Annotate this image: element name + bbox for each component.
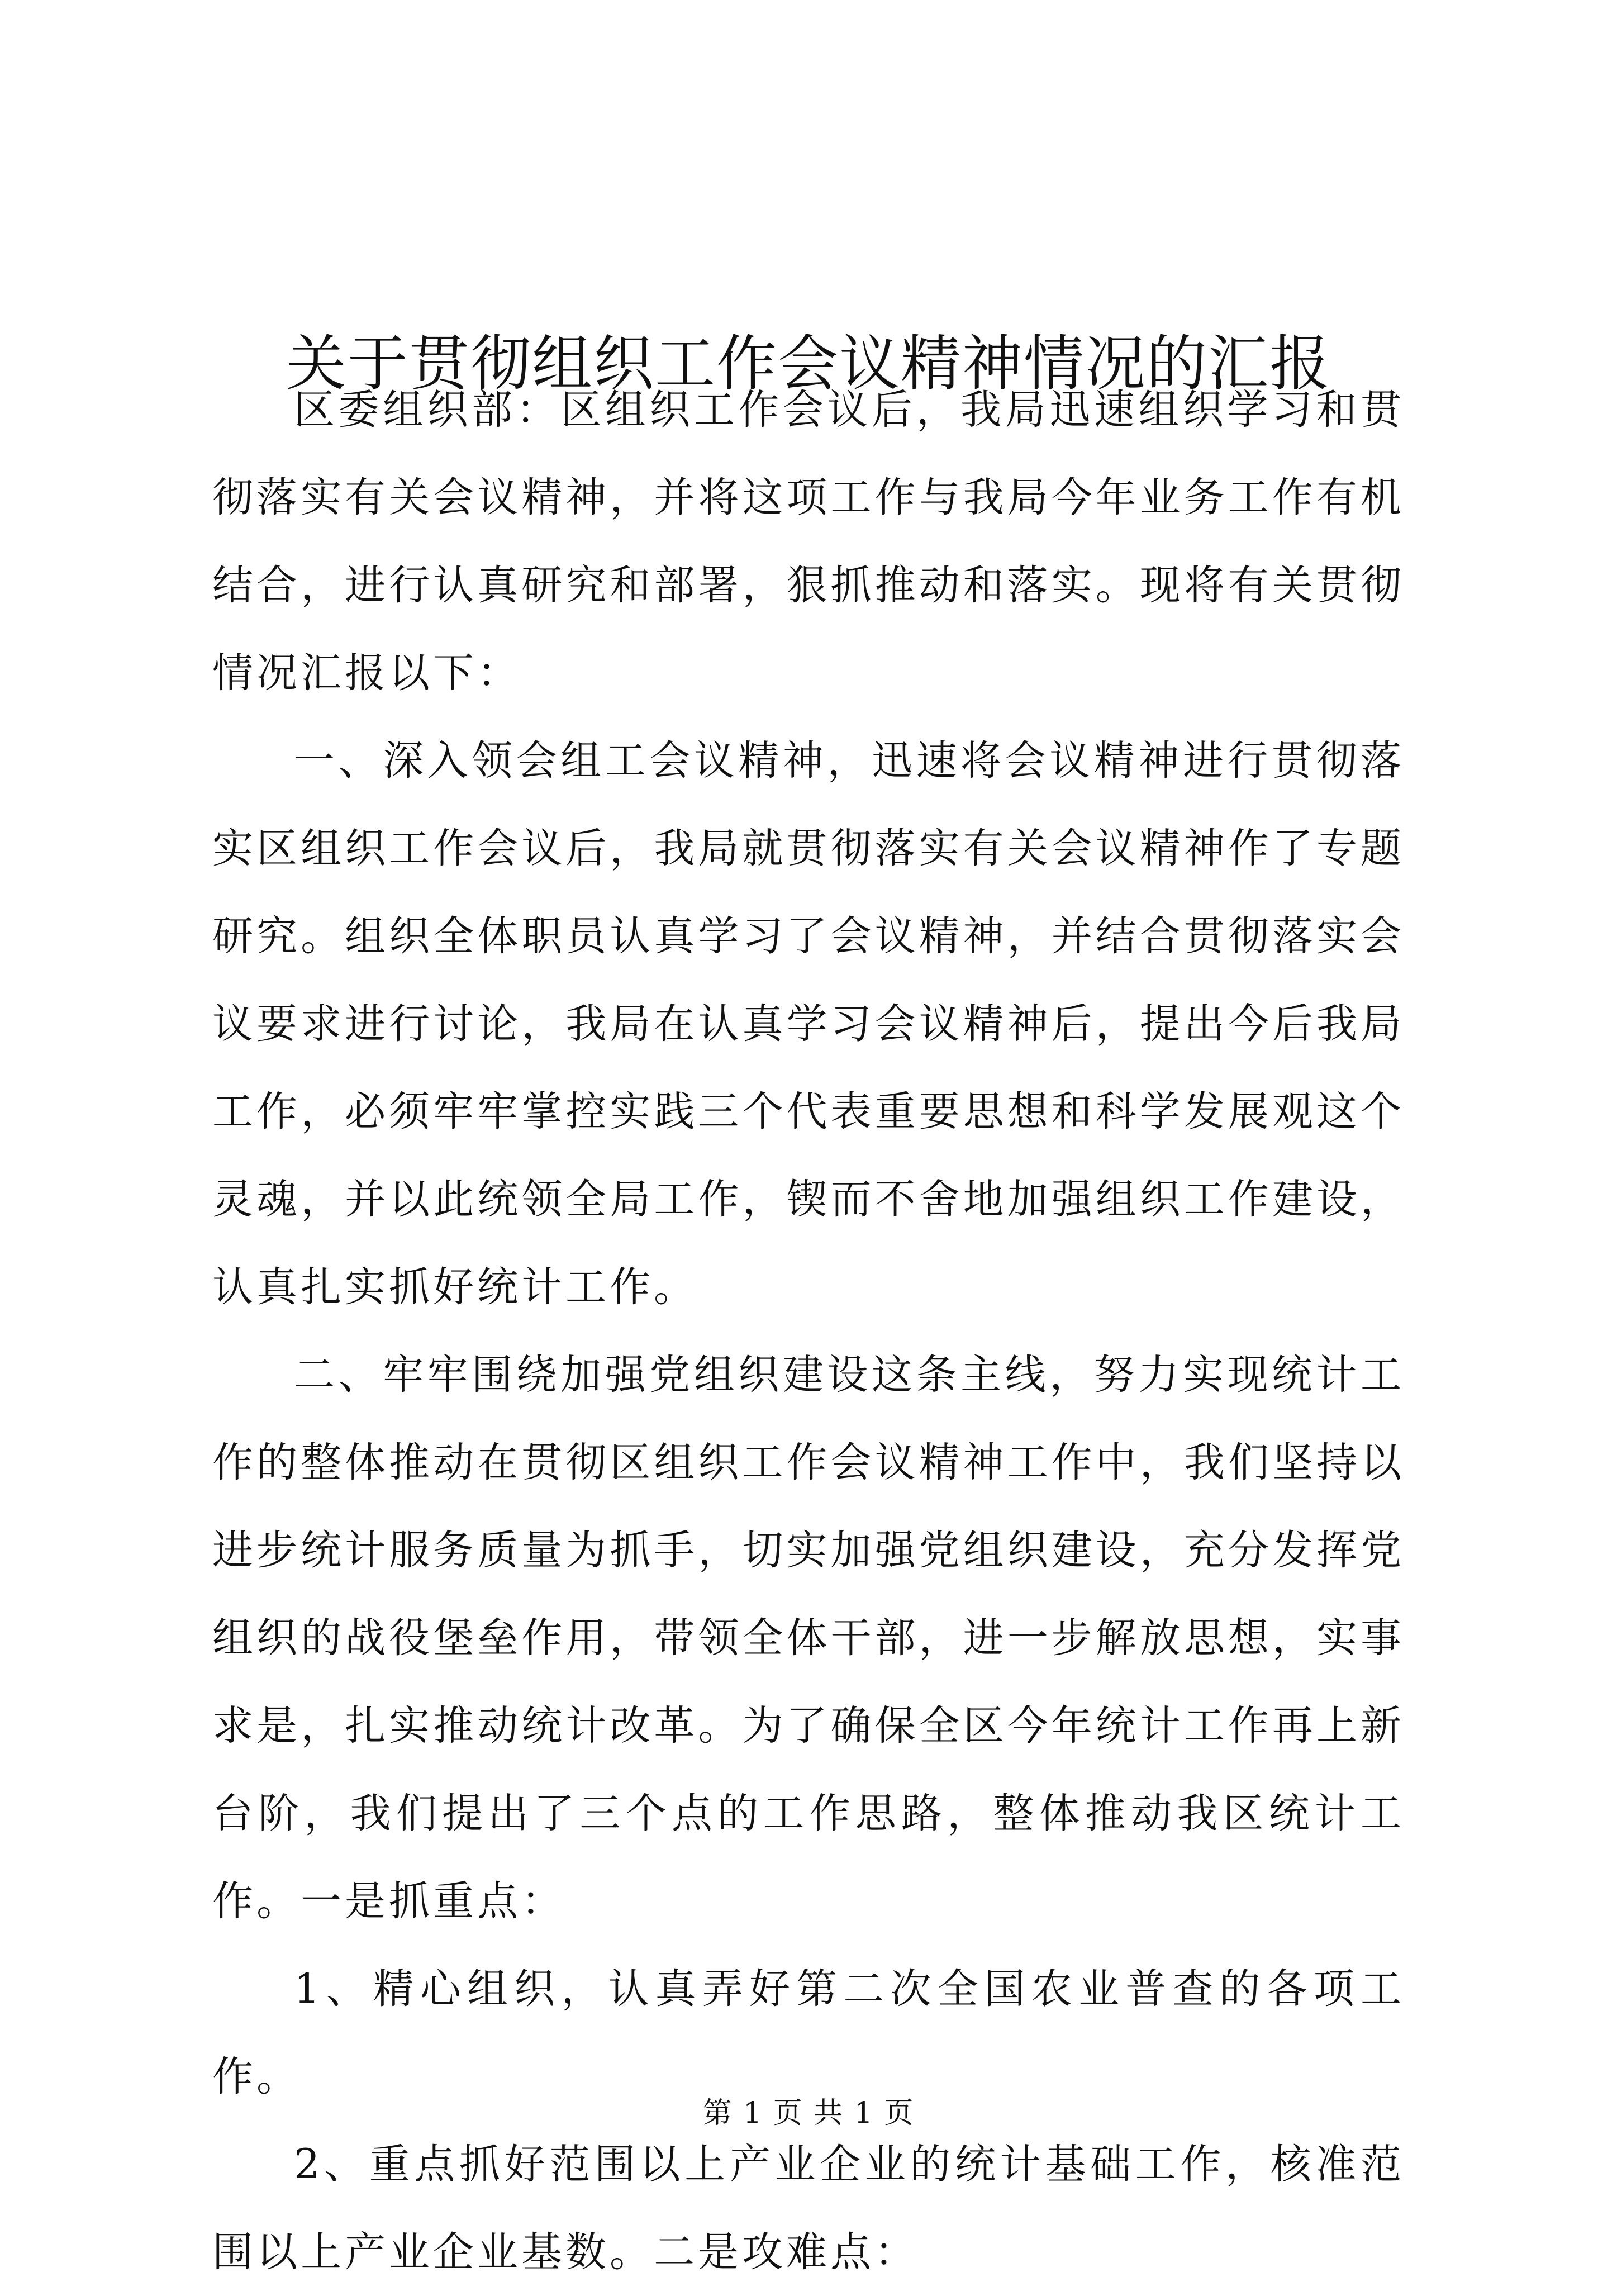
paragraph-intro: 区委组织部：区组织工作会议后，我局迅速组织学习和贯彻落实有关会议精神，并将这项工作与我局今年业务工作有机结合，进行认真研究和部署，狠抓推动和落实。现将有关贯彻情况汇报以下： [212, 386, 1405, 697]
paragraph-section-2: 二、牢牢围绕加强党组织建设这条主线，努力实现统计工作的整体推动在贯彻区组织工作会议精神工作中，我们坚持以进步统计服务质量为抓手，切实加强党组织建设，充分发挥党组织的战役堡垒作用，带领全体干部，进一步解放思想，实事求是，扎实推动统计改革。为了确保全区今年统计工作再上新台阶，我们提出了三个点的工作思路，整体推动我区统计工作。一是抓重点： [212, 1351, 1405, 1925]
document-body [212, 366, 1405, 2296]
paragraph-item-1: 1、精心组织，认真弄好第二次全国农业普查的各项工作。 [212, 1965, 1405, 2100]
document-title: 关于贯彻组织工作会议精神情况的汇报 [286, 329, 1331, 400]
page-footer: 第 1 页 共 1 页 [702, 2097, 915, 2130]
paragraph-item-2: 2、重点抓好范围以上产业企业的统计基础工作，核准范围以上产业企业基数。二是攻难点： [212, 2141, 1405, 2276]
paragraph-section-1: 一、深入领会组工会议精神，迅速将会议精神进行贯彻落实区组织工作会议后，我局就贯彻落实有关会议精神作了专题研究。组织全体职员认真学习了会议精神，并结合贯彻落实会议要求进行讨论，我局在认真学习会议精神后，提出今后我局工作，必须牢牢掌控实践三个代表重要思想和科学发展观这个灵魂，并以此统领全局工作，锲而不舍地加强组织工作建设，认真扎实抓好统计工作。 [212, 737, 1405, 1311]
